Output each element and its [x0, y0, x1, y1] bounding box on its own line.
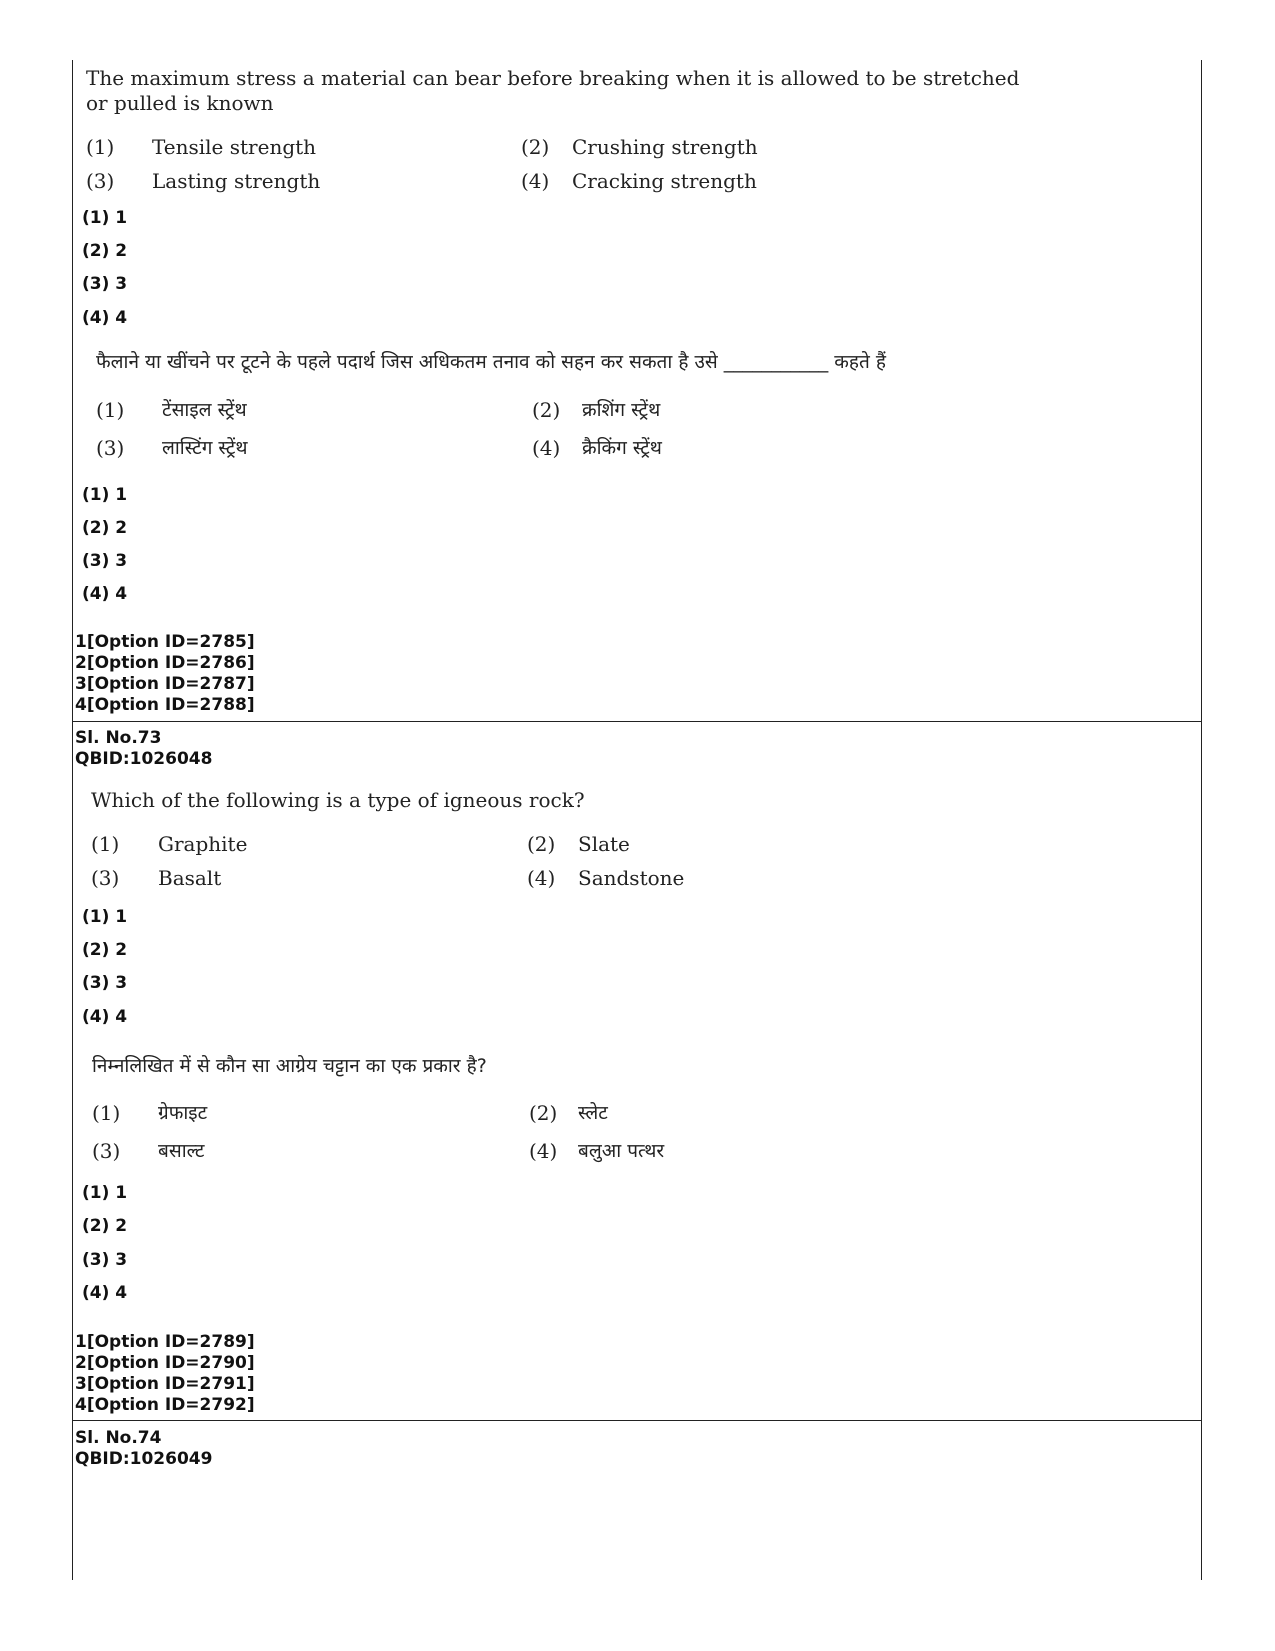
- option-text: ग्रेफाइट: [158, 1102, 208, 1124]
- answer-choice: (2) 2: [82, 1216, 128, 1236]
- option-number: (3): [96, 436, 125, 460]
- option-number: (4): [521, 169, 550, 193]
- option-text: Graphite: [158, 832, 248, 856]
- answer-choice: (3) 3: [82, 1250, 128, 1270]
- option-text: टेंसाइल स्ट्रेंथ: [162, 399, 247, 421]
- option-id: 3[Option ID=2787]: [75, 674, 255, 694]
- option-text: बसाल्ट: [158, 1140, 205, 1162]
- option-id: 3[Option ID=2791]: [75, 1374, 255, 1394]
- option-text: Cracking strength: [572, 169, 757, 193]
- qbid: QBID:1026049: [75, 1449, 213, 1469]
- answer-choice: (2) 2: [82, 518, 128, 538]
- question-text-hindi: फैलाने या खींचने पर टूटने के पहले पदार्थ जिस अधिकतम तनाव को सहन कर सकता है उसे ___________ कहते हैं: [96, 351, 886, 373]
- option-number: (2): [532, 398, 561, 422]
- option-number: (3): [92, 1139, 121, 1163]
- serial-number: Sl. No.74: [75, 1428, 162, 1448]
- option-number: (2): [529, 1101, 558, 1125]
- answer-choice: (4) 4: [82, 584, 128, 604]
- answer-choice: (3) 3: [82, 551, 128, 571]
- option-text: स्लेट: [578, 1102, 608, 1124]
- option-number: (1): [96, 398, 125, 422]
- option-text: बलुआ पत्थर: [578, 1140, 665, 1162]
- answer-choice: (4) 4: [82, 1283, 128, 1303]
- option-number: (4): [527, 866, 556, 890]
- answer-choice: (2) 2: [82, 241, 128, 261]
- option-text: लास्टिंग स्ट्रेंथ: [162, 437, 248, 459]
- question-text-english: Which of the following is a type of igneous rock?: [91, 788, 585, 812]
- option-text: Slate: [578, 832, 630, 856]
- option-number: (4): [532, 436, 561, 460]
- option-text: Sandstone: [578, 866, 685, 890]
- option-text: क्रशिंग स्ट्रेंथ: [582, 399, 661, 421]
- question-header: [75, 1428, 212, 1470]
- option-text: क्रैकिंग स्ट्रेंथ: [582, 437, 662, 459]
- answer-choice: (3) 3: [82, 973, 128, 993]
- option-number: (1): [91, 832, 120, 856]
- answer-choice: (4) 4: [82, 1007, 128, 1027]
- answer-choice: (1) 1: [82, 907, 128, 927]
- option-number: (1): [92, 1101, 121, 1125]
- option-id: 4[Option ID=2788]: [75, 695, 255, 715]
- answer-choice: (4) 4: [82, 308, 128, 328]
- answer-choice: (2) 2: [82, 940, 128, 960]
- answer-choice: (1) 1: [82, 485, 128, 505]
- qbid: QBID:1026048: [75, 749, 213, 769]
- option-id-list: [75, 1332, 255, 1416]
- option-id: 2[Option ID=2790]: [75, 1353, 255, 1373]
- option-id: 1[Option ID=2785]: [75, 632, 255, 652]
- option-number: (1): [86, 135, 115, 159]
- option-id: 2[Option ID=2786]: [75, 653, 255, 673]
- option-id: 4[Option ID=2792]: [75, 1395, 255, 1415]
- option-number: (3): [91, 866, 120, 890]
- section-divider: [72, 721, 1202, 722]
- question-text-hindi: निम्नलिखित में से कौन सा आग्रेय चट्टान का एक प्रकार है?: [92, 1055, 487, 1077]
- option-id: 1[Option ID=2789]: [75, 1332, 255, 1352]
- serial-number: Sl. No.73: [75, 728, 162, 748]
- question-header: [75, 728, 212, 770]
- option-text: Crushing strength: [572, 135, 758, 159]
- option-number: (2): [521, 135, 550, 159]
- option-number: (4): [529, 1139, 558, 1163]
- option-text: Tensile strength: [152, 135, 317, 159]
- option-number: (2): [527, 832, 556, 856]
- option-number: (3): [86, 169, 115, 193]
- answer-choice: (1) 1: [82, 1183, 128, 1203]
- option-id-list: [75, 632, 255, 716]
- answer-choice: (1) 1: [82, 208, 128, 228]
- section-divider: [72, 1420, 1202, 1421]
- question-text-english: The maximum stress a material can bear before breaking when it is allowed to be stretched or pulled is known: [86, 66, 1020, 115]
- answer-choice: (3) 3: [82, 274, 128, 294]
- option-text: Lasting strength: [152, 169, 321, 193]
- option-text: Basalt: [158, 866, 222, 890]
